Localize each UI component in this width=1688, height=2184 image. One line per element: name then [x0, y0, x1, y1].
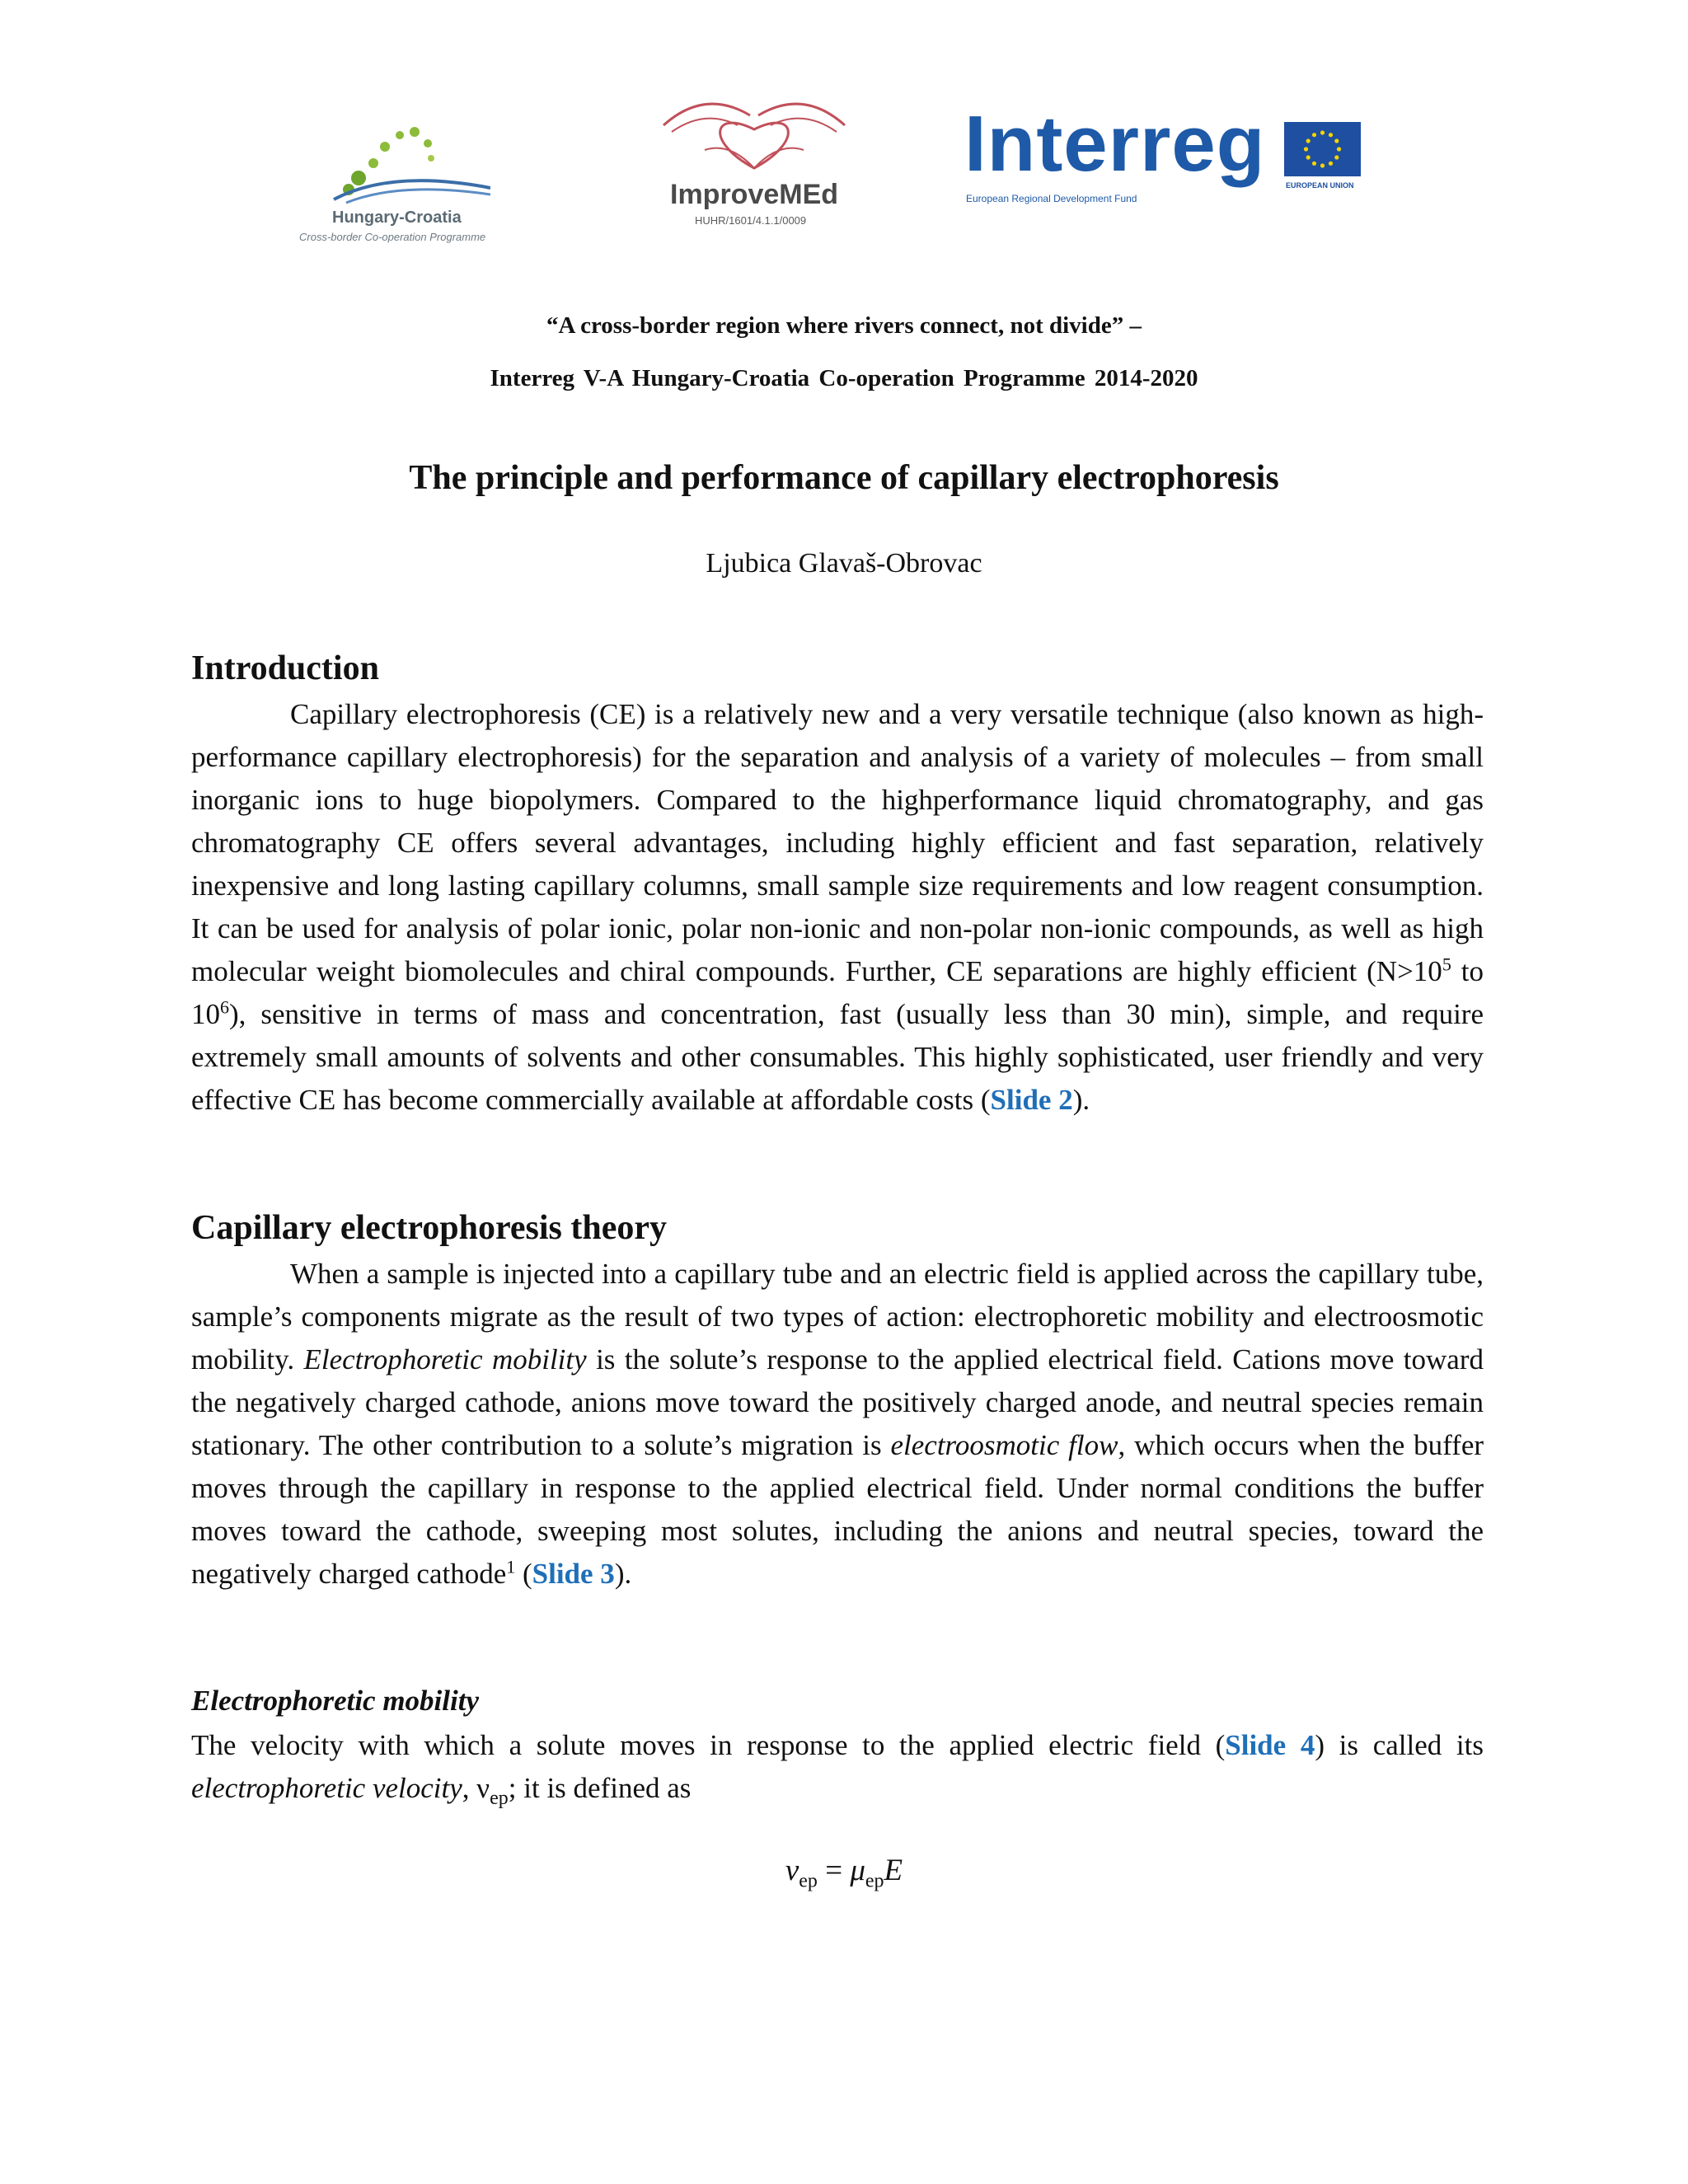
slide-4-link[interactable]: Slide 4: [1225, 1729, 1315, 1761]
hungary-croatia-logo: [293, 124, 511, 247]
eu-flag-icon: [1284, 122, 1361, 176]
river-dots-icon: [326, 124, 490, 206]
programme-motto: “A cross-border region where rivers connect, not divide” –: [546, 312, 1142, 339]
slide-2-link[interactable]: Slide 2: [990, 1084, 1073, 1116]
theory-heading: Capillary electrophoresis theory: [191, 1209, 668, 1247]
interreg-logo: [964, 100, 1393, 214]
footnote-marker: 1: [506, 1556, 516, 1577]
theory-paragraph: When a sample is injected into a capillary tube and an electric field is applied across the capillary tube, sample’s components migrate as the result of two types of action: electrophoretic mobility and electroosmotic mobility. Electrophoretic mobility is the solute’s response to the applied electrical field. Cations move toward the negatively charged cathode, anions move toward the positively charged anode, and neutral species remain stationary. The other contribution to a solute’s migration is electroosmotic flow, which occurs when the buffer moves through the capillary in response to the applied electrical field. Under normal conditions the buffer moves toward the cathode, sweeping most solutes, including the anions and neutral species, toward the negatively charged cathode$^1$ (Slide 3).: [191, 1258, 1484, 1590]
author-name: Ljubica Glavaš-Obrovac: [706, 548, 982, 579]
interreg-title: Interreg: [964, 100, 1266, 188]
mobility-paragraph: The velocity with which a solute moves in response to the applied electric field (Slide 4) is called its electrophoretic velocity, $\nu_{ep}$; it is defined as: [191, 1729, 1484, 1809]
improvemed-logo: [655, 92, 853, 232]
document-title: The principle and performance of capillary electrophoresis: [409, 459, 1279, 497]
mobility-heading: Electrophoretic mobility: [191, 1685, 479, 1717]
interreg-fund: European Regional Development Fund: [966, 193, 1137, 204]
improvemed-title: ImproveMEd: [670, 179, 839, 210]
velocity-equation: $\nu_{ep} = \mu_{ep}E$: [785, 1854, 903, 1892]
slide-3-link[interactable]: Slide 3: [532, 1558, 615, 1590]
introduction-paragraph: Capillary electrophoresis (CE) is a relatively new and a very versatile technique (also known as high-performance capillary electrophoresis) for the separation and analysis of a variety of molecules – from small inorganic ions to huge biopolymers. Compared to the highperformance liquid chromatography, and gas chromatography CE offers several advantages, including highly efficient and fast separation, relatively inexpensive and long lasting capillary columns, small sample size requirements and low reagent consumption. It can be used for analysis of polar ionic, polar non-ionic and non-polar non-ionic compounds, as well as high molecular weight biomolecules and chiral compounds. Further, CE separations are highly efficient ($N>10^5$ to $10^6$), sensitive in terms of mass and concentration, fast (usually less than 30 min), simple, and require extremely small amounts of solvents and other consumables. This highly sophisticated, user friendly and very effective CE has become commercially available at affordable costs (Slide 2).: [191, 698, 1484, 1116]
programme-name: Interreg V-A Hungary-Croatia Co-operation Programme 2014-2020: [490, 365, 1198, 391]
hungary-croatia-subtitle: Cross-border Co-operation Programme: [299, 231, 486, 243]
hands-heart-icon: [655, 92, 853, 183]
eu-label: EUROPEAN UNION: [1286, 181, 1354, 190]
hungary-croatia-title: Hungary-Croatia: [332, 209, 462, 227]
improvemed-code: HUHR/1601/4.1.1/0009: [695, 214, 807, 227]
introduction-heading: Introduction: [191, 649, 379, 687]
